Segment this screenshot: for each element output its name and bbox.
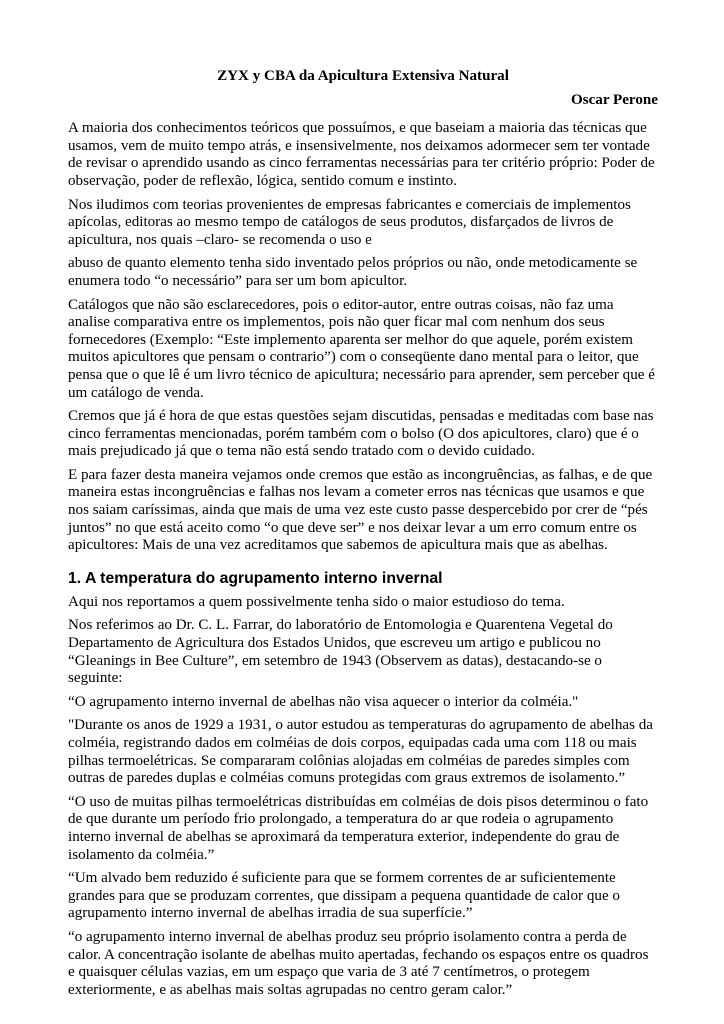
quote-paragraph: "Durante os anos de 1929 a 1931, o autor estudou as temperaturas do agrupamento de abelhas da colméia, registrando dados em colméias de dois corpos, equipadas cada uma com 118 ou mais pilhas termoelétricas. Se compararam colônias alojadas em colméias de paredes simples com outras de paredes duplas e colméias comuns protegidas com graus extremos de isolamento.” [68, 717, 654, 787]
quote-paragraph: “Um alvado bem reduzido é suficiente para que se formem correntes de ar suficientemente grandes para que se produzam correntes, que dissipam a pequena quantidade de calor que o agrupamento interno invernal de abelhas irradia de sua superfície.” [68, 870, 620, 922]
paragraph: A maioria dos conhecimentos teóricos que possuímos, e que baseiam a maioria das técnicas que usamos, vem de muito tempo atrás, e insensivelmente, nos deixamos adormecer sem ter vontade de revisar o aprendido usando as cinco ferramentas necessárias para ter critério próprio: Poder de observação, poder de reflexão, lógica, sentido comum e instinto. [68, 120, 655, 189]
paragraph: Nos iludimos com teorias provenientes de empresas fabricantes e comerciais de implementos apícolas, editoras ao mesmo tempo de catálogos de seus produtos, disfarçados de livros de apicultura, nos quais –claro- se recomenda o uso e [68, 196, 631, 248]
paragraph: Aqui nos reportamos a quem possivelmente tenha sido o maior estudioso do tema. [68, 593, 565, 610]
section-heading: 1. A temperatura do agrupamento interno invernal [68, 569, 443, 587]
document-page [68, 68, 658, 1005]
quote-paragraph: “O agrupamento interno invernal de abelhas não visa aquecer o interior da colméia." [68, 693, 579, 710]
document-author: Oscar Perone [570, 91, 658, 108]
paragraph: E para fazer desta maneira vejamos onde cremos que estão as incongruências, as falhas, e de que maneira estas incongruências e falhas nos levam a cometer erros nas técnicas que usamos e que nos saiam caríssimas, ainda que mais de uma vez este custo passe despercebido por crer de “pés juntos” no que está aceito como “o que deve ser” e nos deixar levar a um erro comum entre os apicultores: Mais de una vez acreditamos que sabemos de apicultura mais que as abelhas. [68, 466, 653, 554]
paragraph: Catálogos que não são esclarecedores, pois o editor-autor, entre outras coisas, não faz uma analise comparativa entre os implementos, pois não quer ficar mal com nenhum dos seus fornecedores (Exemplo: “Este implemento aparenta ser melhor do que aquele, porém existem muitos apicultores que pensam o contrario”) com o conseqüente dano mental para o leitor, que pensa que o que lê é um livro técnico de apicultura; necessário para aprender, sem perceber que é um catálogo de venda. [68, 296, 655, 401]
paragraph: abuso de quanto elemento tenha sido inventado pelos próprios ou não, onde metodicamente se enumera todo “o necessário” para ser um bom apicultor. [68, 255, 638, 289]
paragraph: Nos referimos ao Dr. C. L. Farrar, do laboratório de Entomologia e Quarentena Vegetal do Departamento de Agricultura dos Estados Unidos, que escreveu um artigo e publicou no “Gleanings in Bee Culture”, em setembro de 1943 (Observem as datas), destacando-se o seguinte: [68, 617, 613, 687]
quote-paragraph: “O uso de muitas pilhas termoelétricas distribuídas em colméias de dois pisos determinou o fato de que durante um período frio prolongado, a temperatura do ar que rodeia o agrupamento interno invernal de abelhas se aproximará da temperatura exterior, independente do grau de isolamento da colméia.” [68, 793, 649, 863]
paragraph: Cremos que já é hora de que estas questões sejam discutidas, pensadas e meditadas com base nas cinco ferramentas mencionadas, porém também com o bolso (O dos apicultores, claro) que é o mais prejudicado já que o tema não está sendo tratado com o devido cuidado. [68, 408, 654, 460]
document-title: ZYX y CBA da Apicultura Extensiva Natural [217, 68, 509, 84]
quote-paragraph: “o agrupamento interno invernal de abelhas produz seu próprio isolamento contra a perda de calor. A concentração isolante de abelhas muito apertadas, fechando os espaços entre os quadros e quaisquer células vazias, em um espaço que varia de 3 até 7 centímetros, o protegem exteriormente, e as abelhas mais soltas agrupadas no centro geram calor.” [68, 928, 649, 998]
